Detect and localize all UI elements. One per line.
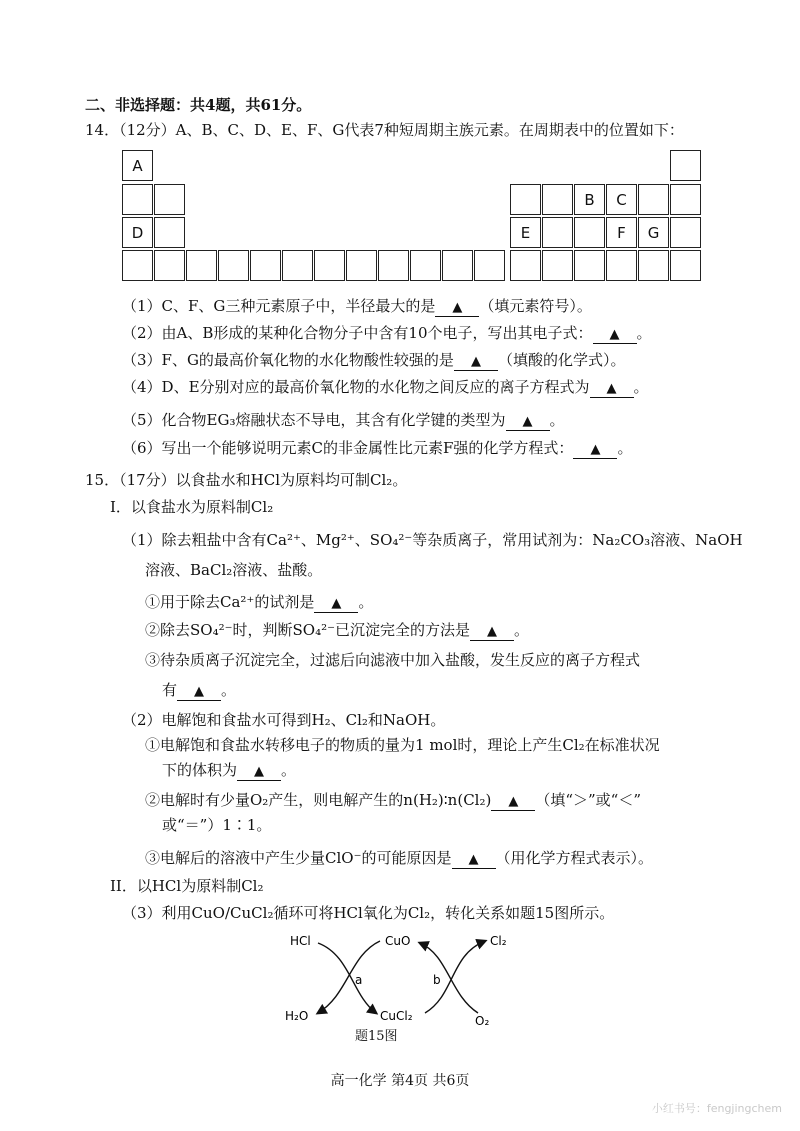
answer-blank: ▲ [177,684,221,701]
q15-stem: 15．（17分）以食盐水和HCl为原料均可制Cl₂。 [85,471,408,489]
q15-p2-a-line1: ①电解饱和食盐水转移电子的物质的量为1 mol时，理论上产生Cl₂在标准状况 [145,736,660,754]
cell [186,250,217,281]
q15-part2-title: II．以HCl为原料制Cl₂ [110,877,264,895]
cell [542,250,573,281]
watermark: 小红书号：fengjingchem [651,1102,782,1115]
cell [670,150,701,181]
answer-blank: ▲ [237,764,281,781]
cell [638,184,669,215]
label-h2o: H₂O [285,1009,309,1023]
q14-stem: 14．（12分）A、B、C、D、E、F、G代表7种短周期主族元素。在周期表中的位置如下： [85,121,684,139]
cycle-diagram [280,925,520,1045]
answer-blank: ▲ [435,300,479,317]
cell-A: A [122,150,153,181]
q14-sub-5: （5）化合物EG₃熔融状态不导电，其含有化学键的类型为 ▲ 。 [122,411,565,429]
cell [574,250,605,281]
answer-blank: ▲ [590,381,634,398]
arrow-cuo-to-h2o [318,941,380,1013]
page-footer: 高一化学 第4页 共6页 [330,1073,470,1089]
cell-B: B [574,184,605,215]
q15-p2-c: ③电解后的溶液中产生少量ClO⁻的可能原因是 ▲ （用化学方程式表示）。 [145,849,654,867]
cell [122,184,153,215]
cell [510,184,541,215]
cell [282,250,313,281]
cell [154,184,185,215]
answer-blank: ▲ [452,852,496,869]
label-hcl: HCl [290,934,311,948]
label-cucl2: CuCl₂ [380,1009,413,1023]
cell [670,217,701,248]
q15-p2-b-line2: 或“＝”）1∶1。 [162,816,272,834]
cell [346,250,377,281]
cell-C: C [606,184,637,215]
q15-p1-c-line2: 有 ▲ 。 [162,681,237,699]
q15-p2-b-line1: ②电解时有少量O₂产生，则电解产生的n(H₂)∶n(Cl₂) ▲ （填“＞”或“＜” [145,791,642,809]
cell-E: E [510,217,541,248]
q14-sub-2: （2）由A、B形成的某种化合物分子中含有10个电子，写出其电子式： ▲ 。 [122,324,652,342]
q15-p2-line: （2）电解饱和食盐水可得到H₂、Cl₂和NaOH。 [122,711,446,729]
cell [154,250,185,281]
answer-blank: ▲ [593,327,637,344]
cell [670,250,701,281]
q14-sub-1: （1）C、F、G三种元素原子中，半径最大的是 ▲ （填元素符号）。 [122,297,592,315]
cell-D: D [122,217,153,248]
cell [542,184,573,215]
q15-p1-b: ②除去SO₄²⁻时，判断SO₄²⁻已沉淀完全的方法是 ▲ 。 [145,621,530,639]
answer-blank: ▲ [314,596,358,613]
cell [378,250,409,281]
cell [474,250,505,281]
label-cuo: CuO [385,934,411,948]
q14-sub-4: （4）D、E分别对应的最高价氧化物的水化物之间反应的离子方程式为 ▲ 。 [122,378,649,396]
cell [122,250,153,281]
cell [574,217,605,248]
q15-p1-c-line1: ③待杂质离子沉淀完全，过滤后向滤液中加入盐酸，发生反应的离子方程式 [145,651,641,669]
q15-p3-line: （3）利用CuO/CuCl₂循环可将HCl氧化为Cl₂，转化关系如题15图所示。 [122,904,615,922]
section-header: 二、非选择题：共4题，共61分。 [85,96,312,114]
cell-F: F [606,217,637,248]
q15-p1-line1: （1）除去粗盐中含有Ca²⁺、Mg²⁺、SO₄²⁻等杂质离子，常用试剂为：Na₂CO₃溶液、NaOH [122,531,743,549]
cell [410,250,441,281]
answer-blank: ▲ [470,624,514,641]
cell [250,250,281,281]
cell [510,250,541,281]
cell [154,217,185,248]
q15-p1-line2: 溶液、BaCl₂溶液、盐酸。 [145,561,323,579]
cell [442,250,473,281]
cell [638,250,669,281]
answer-blank: ▲ [573,442,617,459]
cell [218,250,249,281]
label-cl2: Cl₂ [490,934,507,948]
cell [670,184,701,215]
q14-sub-3: （3）F、G的最高价氧化物的水化物酸性较强的是 ▲ （填酸的化学式）。 [122,351,626,369]
answer-blank: ▲ [506,414,550,431]
q15-p2-a-line2: 下的体积为 ▲ 。 [162,761,297,779]
cell [314,250,345,281]
q15-part1-title: I．以食盐水为原料制Cl₂ [110,498,274,516]
cell-G: G [638,217,669,248]
q14-sub-6: （6）写出一个能够说明元素C的非金属性比元素F强的化学方程式： ▲ 。 [122,439,633,457]
q15-p1-a: ①用于除去Ca²⁺的试剂是 ▲ 。 [145,593,374,611]
cell [542,217,573,248]
label-a: a [355,973,363,987]
figure-caption: 题15图 [355,1029,398,1044]
answer-blank: ▲ [454,354,498,371]
cell [606,250,637,281]
answer-blank: ▲ [491,794,535,811]
label-b: b [433,973,441,987]
arrow-o2-to-cuo [420,943,478,1013]
label-o2: O₂ [475,1014,490,1028]
